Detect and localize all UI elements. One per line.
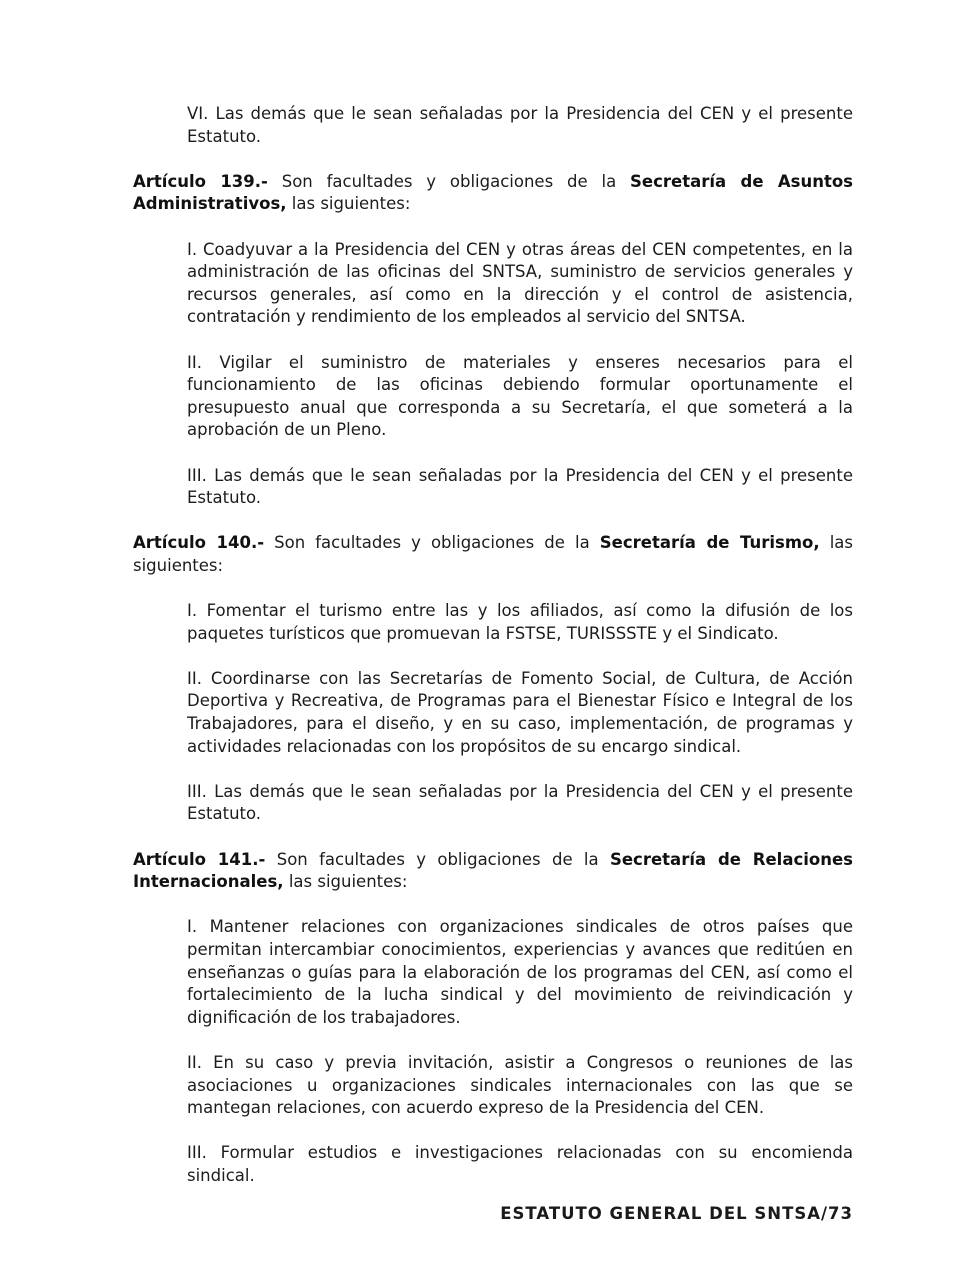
article-139 xyxy=(133,171,853,216)
article-number: Artículo 140.- xyxy=(133,533,265,553)
list-item: II. En su caso y previa invitación, asistir a Congresos o reuniones de las asociaciones u organizaciones sindicales internacionales con las que se mantegan relaciones, con acuerdo expreso de la Presidencia del CEN. xyxy=(187,1052,853,1118)
article-lead: Son facultades y obligaciones de la xyxy=(274,533,590,553)
secretariat-name: Secretaría de Turismo, xyxy=(599,533,820,553)
article-tail: las siguientes: xyxy=(288,872,408,892)
running-footer: ESTATUTO GENERAL DEL SNTSA/73 xyxy=(500,1204,853,1223)
article-tail: las siguientes: xyxy=(133,533,853,575)
article-lead: Son facultades y obligaciones de la xyxy=(281,171,617,191)
article-number: Artículo 141.- xyxy=(133,849,266,869)
secretariat-name: Secretaría de Relaciones Internacionales, xyxy=(133,849,854,892)
list-item: I. Fomentar el turismo entre las y los afiliados, así como la difusión de los paquetes turísticos que promuevan la FSTSE, TURISSSTE y el Sindicato. xyxy=(187,601,853,643)
list-item: I. Coadyuvar a la Presidencia del CEN y otras áreas del CEN competentes, en la administración de las oficinas del SNTSA, suministro de servicios generales y recursos generales, así como en la dirección y el control de asistencia, contratación y rendimiento de los empleados al servicio del SNTSA. xyxy=(187,239,853,327)
article-141 xyxy=(133,849,853,894)
secretariat-name: Secretaría de Asuntos Administrativos, xyxy=(133,171,853,214)
article-number: Artículo 139.- xyxy=(133,171,268,191)
article-tail: las siguientes: xyxy=(291,194,411,214)
article-lead: Son facultades y obligaciones de la xyxy=(276,849,599,869)
article-140 xyxy=(133,532,853,577)
list-item: III. Formular estudios e investigaciones relacionadas con su encomienda sindical. xyxy=(187,1143,853,1185)
list-item: II. Vigilar el suministro de materiales y enseres necesarios para el funcionamiento de las oficinas debiendo formular oportunamente el presupuesto anual que corresponda a su Secretaría, el que someterá a la aprobación de un Pleno. xyxy=(187,352,853,440)
list-item: II. Coordinarse con las Secretarías de Fomento Social, de Cultura, de Acción Deportiva y Recreativa, de Programas para el Bienestar Físico e Integral de los Trabajadores, para el diseño, y en su caso, implementación, de programas y actividades relacionadas con los propósitos de su encargo sindical. xyxy=(187,668,853,756)
list-item: III. Las demás que le sean señaladas por la Presidencia del CEN y el presente Estatuto. xyxy=(187,465,853,508)
list-item: III. Las demás que le sean señaladas por la Presidencia del CEN y el presente Estatuto. xyxy=(187,781,853,824)
list-item: VI. Las demás que le sean señaladas por la Presidencia del CEN y el presente Estatuto. xyxy=(187,104,853,146)
document-page xyxy=(133,103,853,1188)
list-item: I. Mantener relaciones con organizaciones sindicales de otros países que permitan intercambiar conocimientos, experiencias y avances que reditúen en enseñanzas o guías para la elaboración de los programas del CEN, así como el fortalecimiento de la lucha sindical y del movimiento de reivindicación y dignificación de los trabajadores. xyxy=(187,917,853,1027)
